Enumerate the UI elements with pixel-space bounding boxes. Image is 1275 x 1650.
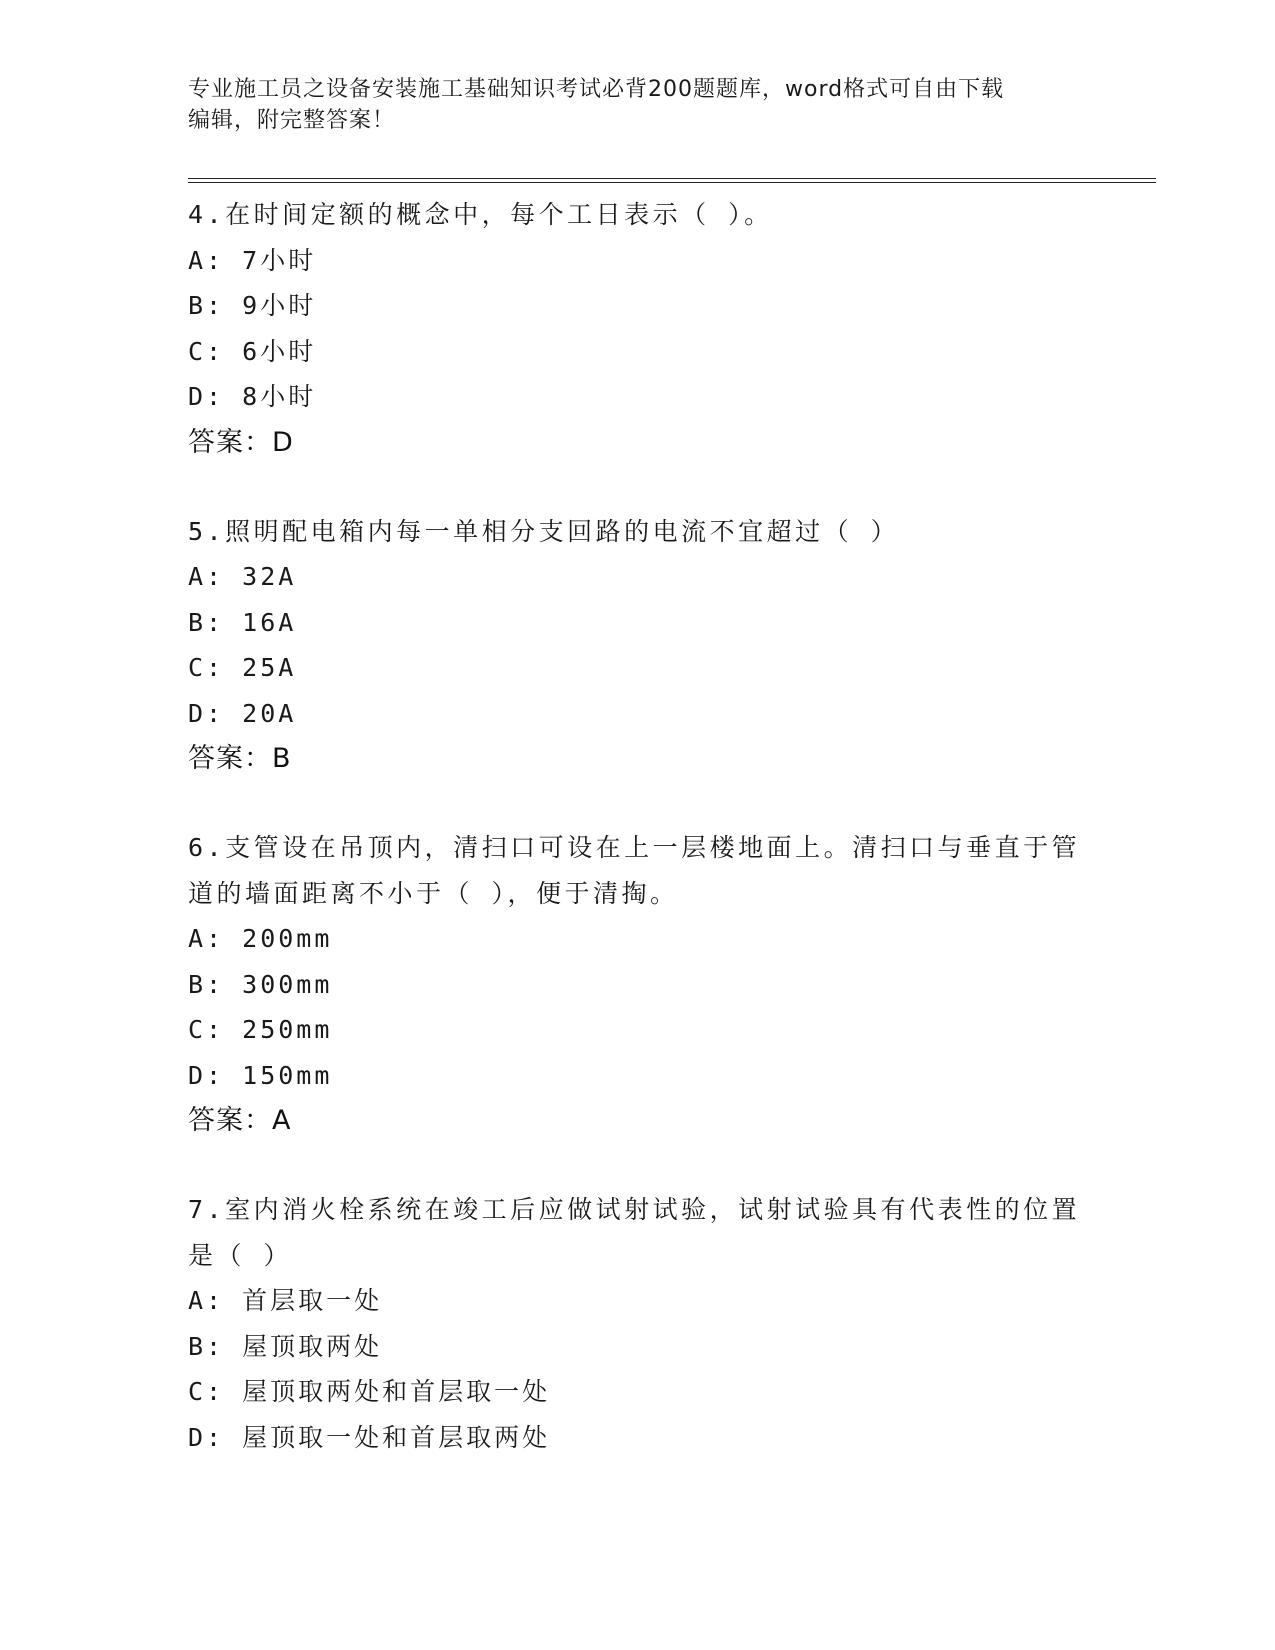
option-b: B: 9小时 xyxy=(188,291,317,320)
question-4 xyxy=(188,192,1088,465)
header-title-line-2: 编辑，附完整答案！ xyxy=(188,108,396,133)
option-b: B: 16A xyxy=(188,607,297,637)
option-d: D: 20A xyxy=(188,698,297,728)
option-d: D: 屋顶取一处和首层取两处 xyxy=(188,1422,551,1452)
option-c: C: 屋顶取两处和首层取一处 xyxy=(188,1377,551,1406)
answer-line: 答案：B xyxy=(188,743,292,774)
option-c: C: 25A xyxy=(188,653,297,682)
question-stem: 7.室内消火栓系统在竣工后应做试射试验，试射试验具有代表性的位置是（ ） xyxy=(188,1195,1081,1270)
option-a: A: 32A xyxy=(188,562,297,591)
option-c: C: 6小时 xyxy=(188,336,317,366)
question-stem: 4.在时间定额的概念中，每个工日表示（ ）。 xyxy=(188,200,773,229)
question-6 xyxy=(188,825,1088,1143)
answer-line: 答案：D xyxy=(188,426,294,458)
option-b: B: 300mm xyxy=(188,969,333,999)
option-b: B: 屋顶取两处 xyxy=(188,1331,383,1361)
question-stem: 6.支管设在吊顶内，清扫口可设在上一层楼地面上。清扫口与垂直于管道的墙面距离不小于（ ），便于清掏。 xyxy=(188,833,1081,908)
header-divider xyxy=(188,178,1156,183)
option-a: A: 7小时 xyxy=(188,245,317,275)
answer-line: 答案：A xyxy=(188,1105,292,1136)
question-5 xyxy=(188,509,1088,782)
header-title-line-1: 专业施工员之设备安装施工基础知识考试必背200题题库，word格式可自由下载 xyxy=(188,77,1005,102)
option-d: D: 150mm xyxy=(188,1060,333,1090)
option-c: C: 250mm xyxy=(188,1015,333,1044)
option-d: D: 8小时 xyxy=(188,382,317,411)
option-a: A: 首层取一处 xyxy=(188,1286,383,1315)
question-list xyxy=(188,192,1088,1504)
question-stem: 5.照明配电箱内每一单相分支回路的电流不宜超过（ ） xyxy=(188,516,900,546)
option-a: A: 200mm xyxy=(188,924,333,953)
question-7 xyxy=(188,1187,1088,1460)
document-header xyxy=(188,74,1088,136)
